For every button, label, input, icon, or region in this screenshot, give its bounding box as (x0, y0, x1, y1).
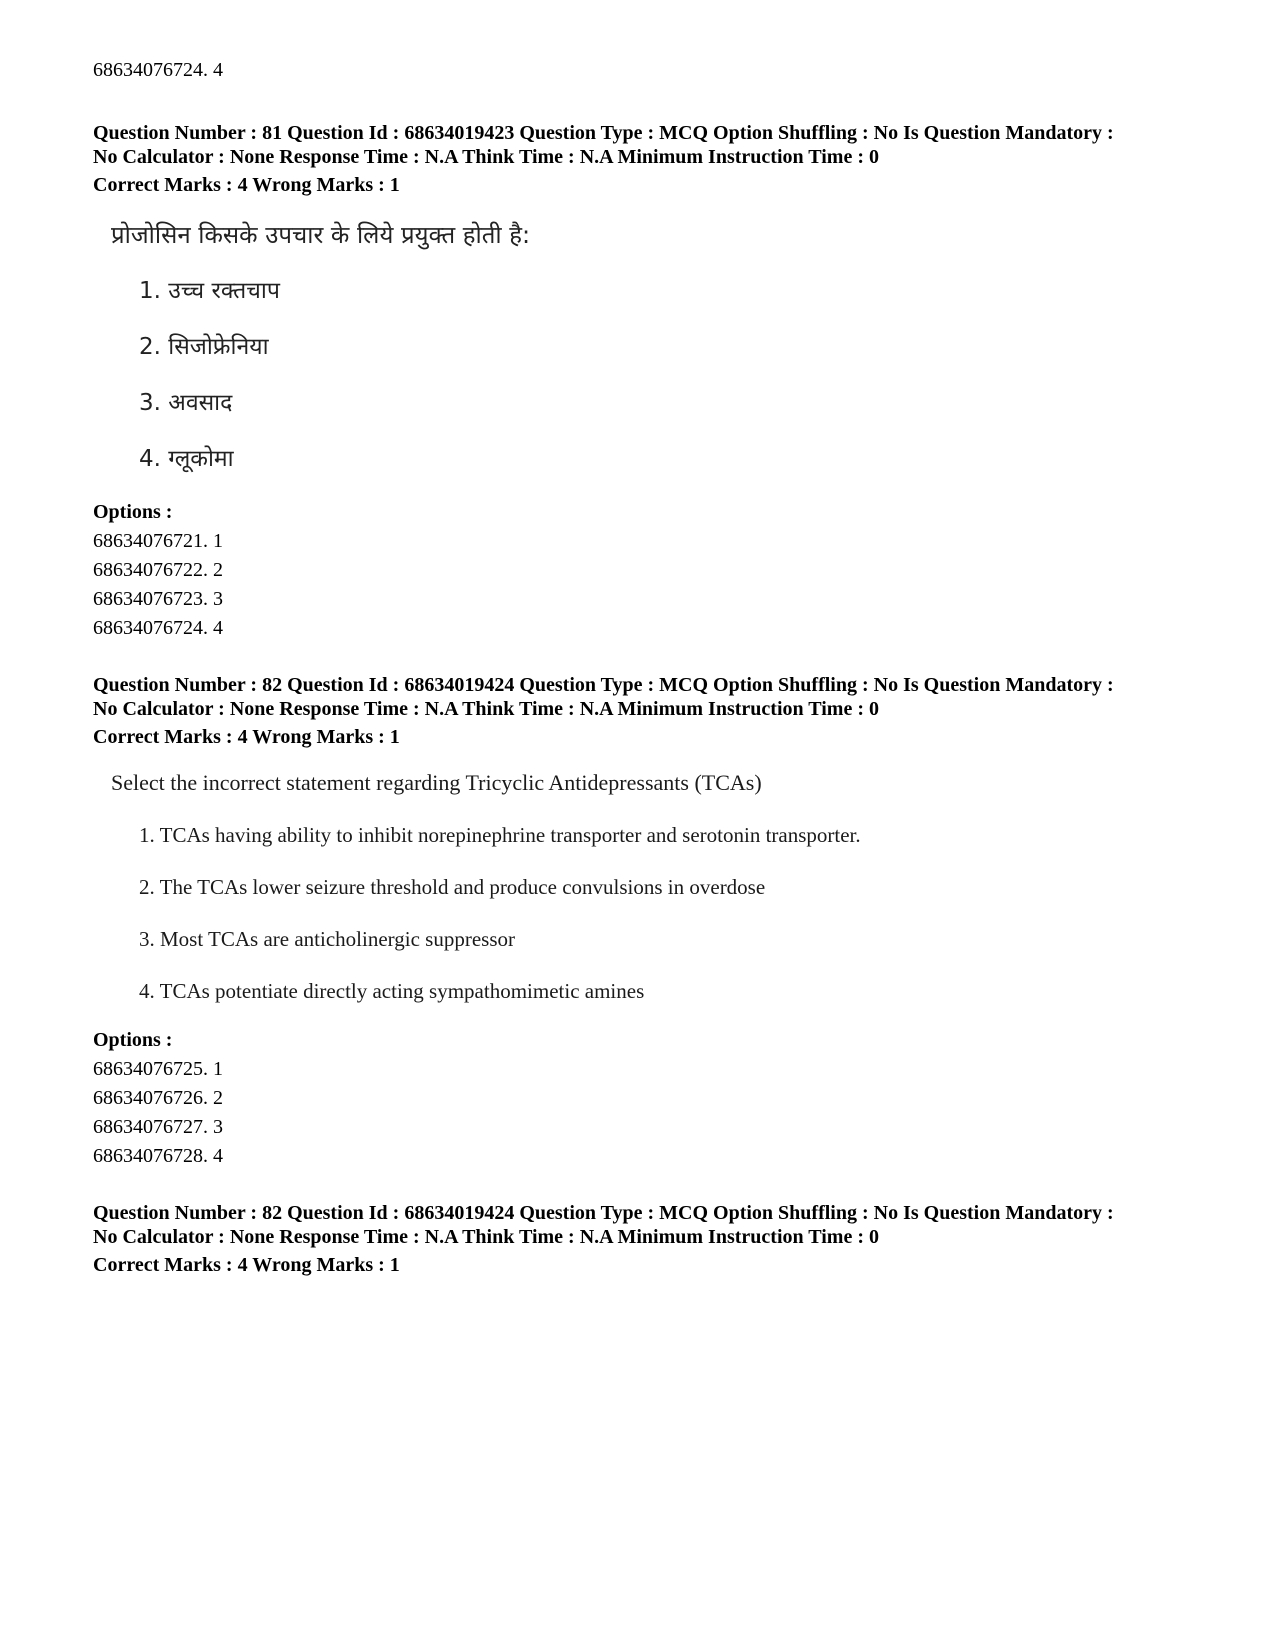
question-82-options (93, 1026, 1203, 1171)
question-marks: Correct Marks : 4 Wrong Marks : 1 (93, 174, 400, 196)
document-page (93, 0, 1203, 1651)
options-label: Options : (93, 501, 173, 523)
choice-2: 2. The TCAs lower seizure threshold and produce convulsions in overdose (139, 875, 766, 899)
question-81-image (111, 220, 811, 490)
question-marks: Correct Marks : 4 Wrong Marks : 1 (93, 1254, 400, 1276)
choice-2: 2. सिजोफ्रेनिया (139, 334, 269, 360)
question-meta-line-1: Question Number : 82 Question Id : 68634019424 Question Type : MCQ Option Shuffling : No Is Question Mandatory : (93, 674, 1114, 696)
question-82-header (93, 673, 1203, 749)
option-line: 68634076722. 2 (93, 559, 223, 581)
question-82-image (111, 768, 1111, 1018)
question-meta-line-2: No Calculator : None Response Time : N.A Think Time : N.A Minimum Instruction Time : 0 (93, 698, 879, 720)
question-82-repeat-header (93, 1201, 1203, 1277)
choice-1: 1. उच्च रक्तचाप (139, 278, 280, 304)
choice-4: 4. TCAs potentiate directly acting sympathomimetic amines (139, 979, 645, 1003)
option-line: 68634076728. 4 (93, 1145, 223, 1167)
question-stem: प्रोजोसिन किसके उपचार के लिये प्रयुक्त होती है: (111, 221, 531, 249)
choice-3: 3. Most TCAs are anticholinergic suppressor (139, 927, 516, 951)
choice-1: 1. TCAs having ability to inhibit norepinephrine transporter and serotonin transporter. (139, 823, 861, 847)
option-line: 68634076727. 3 (93, 1116, 223, 1138)
option-line: 68634076724. 4 (93, 617, 223, 639)
choice-4: 4. ग्लूकोमा (139, 446, 234, 472)
question-stem: Select the incorrect statement regarding Tricyclic Antidepressants (TCAs) (111, 770, 762, 795)
question-81-header (93, 121, 1203, 197)
option-line: 68634076721. 1 (93, 530, 223, 552)
question-meta-line-1: Question Number : 82 Question Id : 68634019424 Question Type : MCQ Option Shuffling : No Is Question Mandatory : (93, 1202, 1114, 1224)
question-meta-line-2: No Calculator : None Response Time : N.A Think Time : N.A Minimum Instruction Time : 0 (93, 1226, 879, 1248)
question-meta-line-2: No Calculator : None Response Time : N.A Think Time : N.A Minimum Instruction Time : 0 (93, 146, 879, 168)
options-label: Options : (93, 1029, 173, 1051)
option-line: 68634076726. 2 (93, 1087, 223, 1109)
option-line: 68634076723. 3 (93, 588, 223, 610)
question-81-options (93, 498, 1203, 643)
option-line: 68634076725. 1 (93, 1058, 223, 1080)
question-meta-line-1: Question Number : 81 Question Id : 68634019423 Question Type : MCQ Option Shuffling : No Is Question Mandatory : (93, 122, 1114, 144)
choice-3: 3. अवसाद (139, 390, 233, 416)
question-marks: Correct Marks : 4 Wrong Marks : 1 (93, 726, 400, 748)
top-option-line: 68634076724. 4 (93, 59, 223, 81)
